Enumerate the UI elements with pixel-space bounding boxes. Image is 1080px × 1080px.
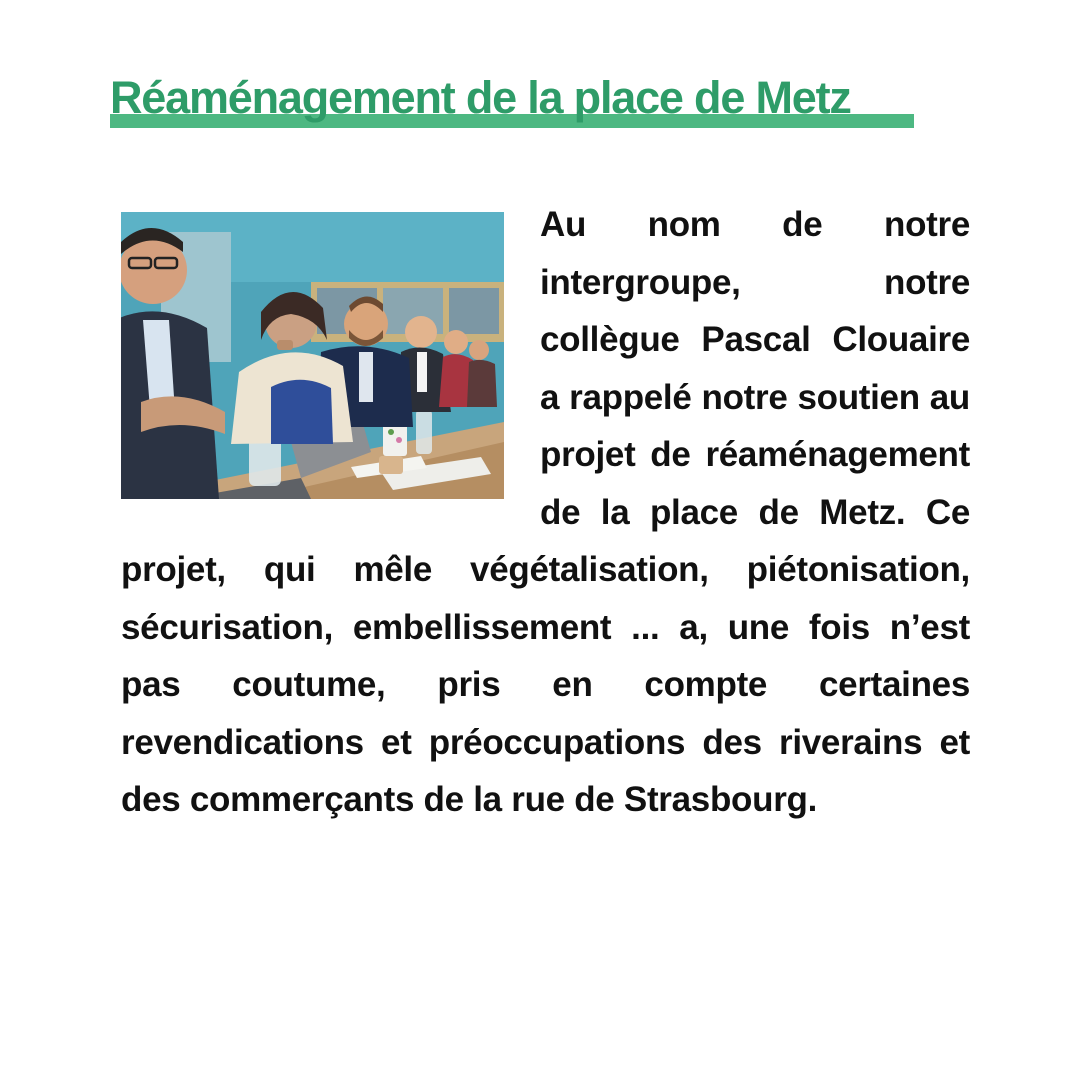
title-block	[110, 68, 916, 130]
meeting-photo	[121, 212, 504, 499]
page-title: Réaménagement de la place de Metz	[110, 72, 851, 123]
article-body	[121, 196, 970, 829]
article-text: Au nom de notre intergroupe, notre collègue Pascal Clouaire a rappelé notre soutien au projet de réaménagement de la place de Metz. Ce projet, qui mêle végétalisation, piétonisation, sécurisation, embellissement ... a, une fois n’est pas coutume, pris en compte certaines revendications et préoccupations des riverains et des commerçants de la rue de Strasbourg.	[121, 205, 970, 819]
